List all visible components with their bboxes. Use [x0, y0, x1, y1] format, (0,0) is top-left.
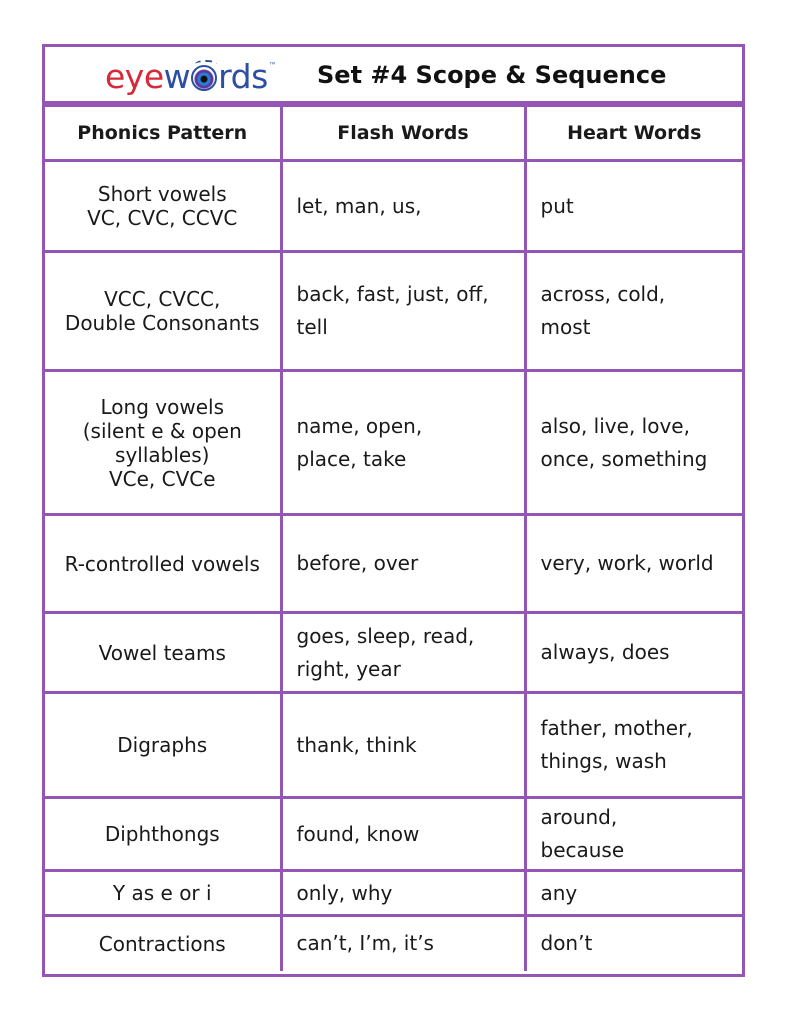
heart-words-cell: very, work, world — [525, 515, 742, 613]
header — [45, 47, 742, 107]
table-row — [45, 515, 742, 613]
phonics-pattern-cell: Contractions — [45, 916, 281, 971]
table-row — [45, 371, 742, 515]
logo-w-text: w — [163, 56, 191, 96]
heart-words-cell: across, cold, most — [525, 252, 742, 371]
heart-words-cell: father, mother, things, wash — [525, 693, 742, 798]
eyewords-logo — [105, 51, 276, 101]
table-row — [45, 871, 742, 916]
logo-eye-text: eye — [105, 56, 164, 96]
heart-words-cell: around, because — [525, 798, 742, 871]
heart-words-cell: also, live, love, once, something — [525, 371, 742, 515]
flash-words-cell: found, know — [281, 798, 525, 871]
phonics-pattern-cell: Digraphs — [45, 693, 281, 798]
heart-words-cell: always, does — [525, 613, 742, 693]
scope-sequence-sheet — [42, 44, 745, 977]
table-row — [45, 161, 742, 252]
table-row — [45, 798, 742, 871]
column-header-heart-words: Heart Words — [525, 107, 742, 161]
flash-words-cell: thank, think — [281, 693, 525, 798]
table-header-row — [45, 107, 742, 161]
phonics-pattern-cell: Y as e or i — [45, 871, 281, 916]
page-title: Set #4 Scope & Sequence — [317, 61, 667, 89]
flash-words-cell: before, over — [281, 515, 525, 613]
heart-words-cell: any — [525, 871, 742, 916]
phonics-pattern-cell: Vowel teams — [45, 613, 281, 693]
phonics-pattern-cell: Short vowels VC, CVC, CCVC — [45, 161, 281, 252]
flash-words-cell: name, open, place, take — [281, 371, 525, 515]
column-header-phonics-pattern: Phonics Pattern — [45, 107, 281, 161]
phonics-pattern-cell: Diphthongs — [45, 798, 281, 871]
phonics-pattern-cell: Long vowels (silent e & open syllables) VCe, CVCe — [45, 371, 281, 515]
phonics-pattern-cell: VCC, CVCC, Double Consonants — [45, 252, 281, 371]
flash-words-cell: only, why — [281, 871, 525, 916]
flash-words-cell: back, fast, just, off, tell — [281, 252, 525, 371]
phonics-pattern-cell: R-controlled vowels — [45, 515, 281, 613]
table-row — [45, 693, 742, 798]
table-row — [45, 613, 742, 693]
eye-icon — [191, 65, 217, 91]
heart-words-cell: don’t — [525, 916, 742, 971]
flash-words-cell: goes, sleep, read, right, year — [281, 613, 525, 693]
logo-rds-text: rds — [218, 56, 268, 96]
flash-words-cell: let, man, us, — [281, 161, 525, 252]
table-row — [45, 252, 742, 371]
trademark-symbol: ™ — [268, 61, 277, 70]
column-header-flash-words: Flash Words — [281, 107, 525, 161]
table-row — [45, 916, 742, 971]
scope-sequence-table — [45, 107, 742, 971]
flash-words-cell: can’t, I’m, it’s — [281, 916, 525, 971]
heart-words-cell: put — [525, 161, 742, 252]
